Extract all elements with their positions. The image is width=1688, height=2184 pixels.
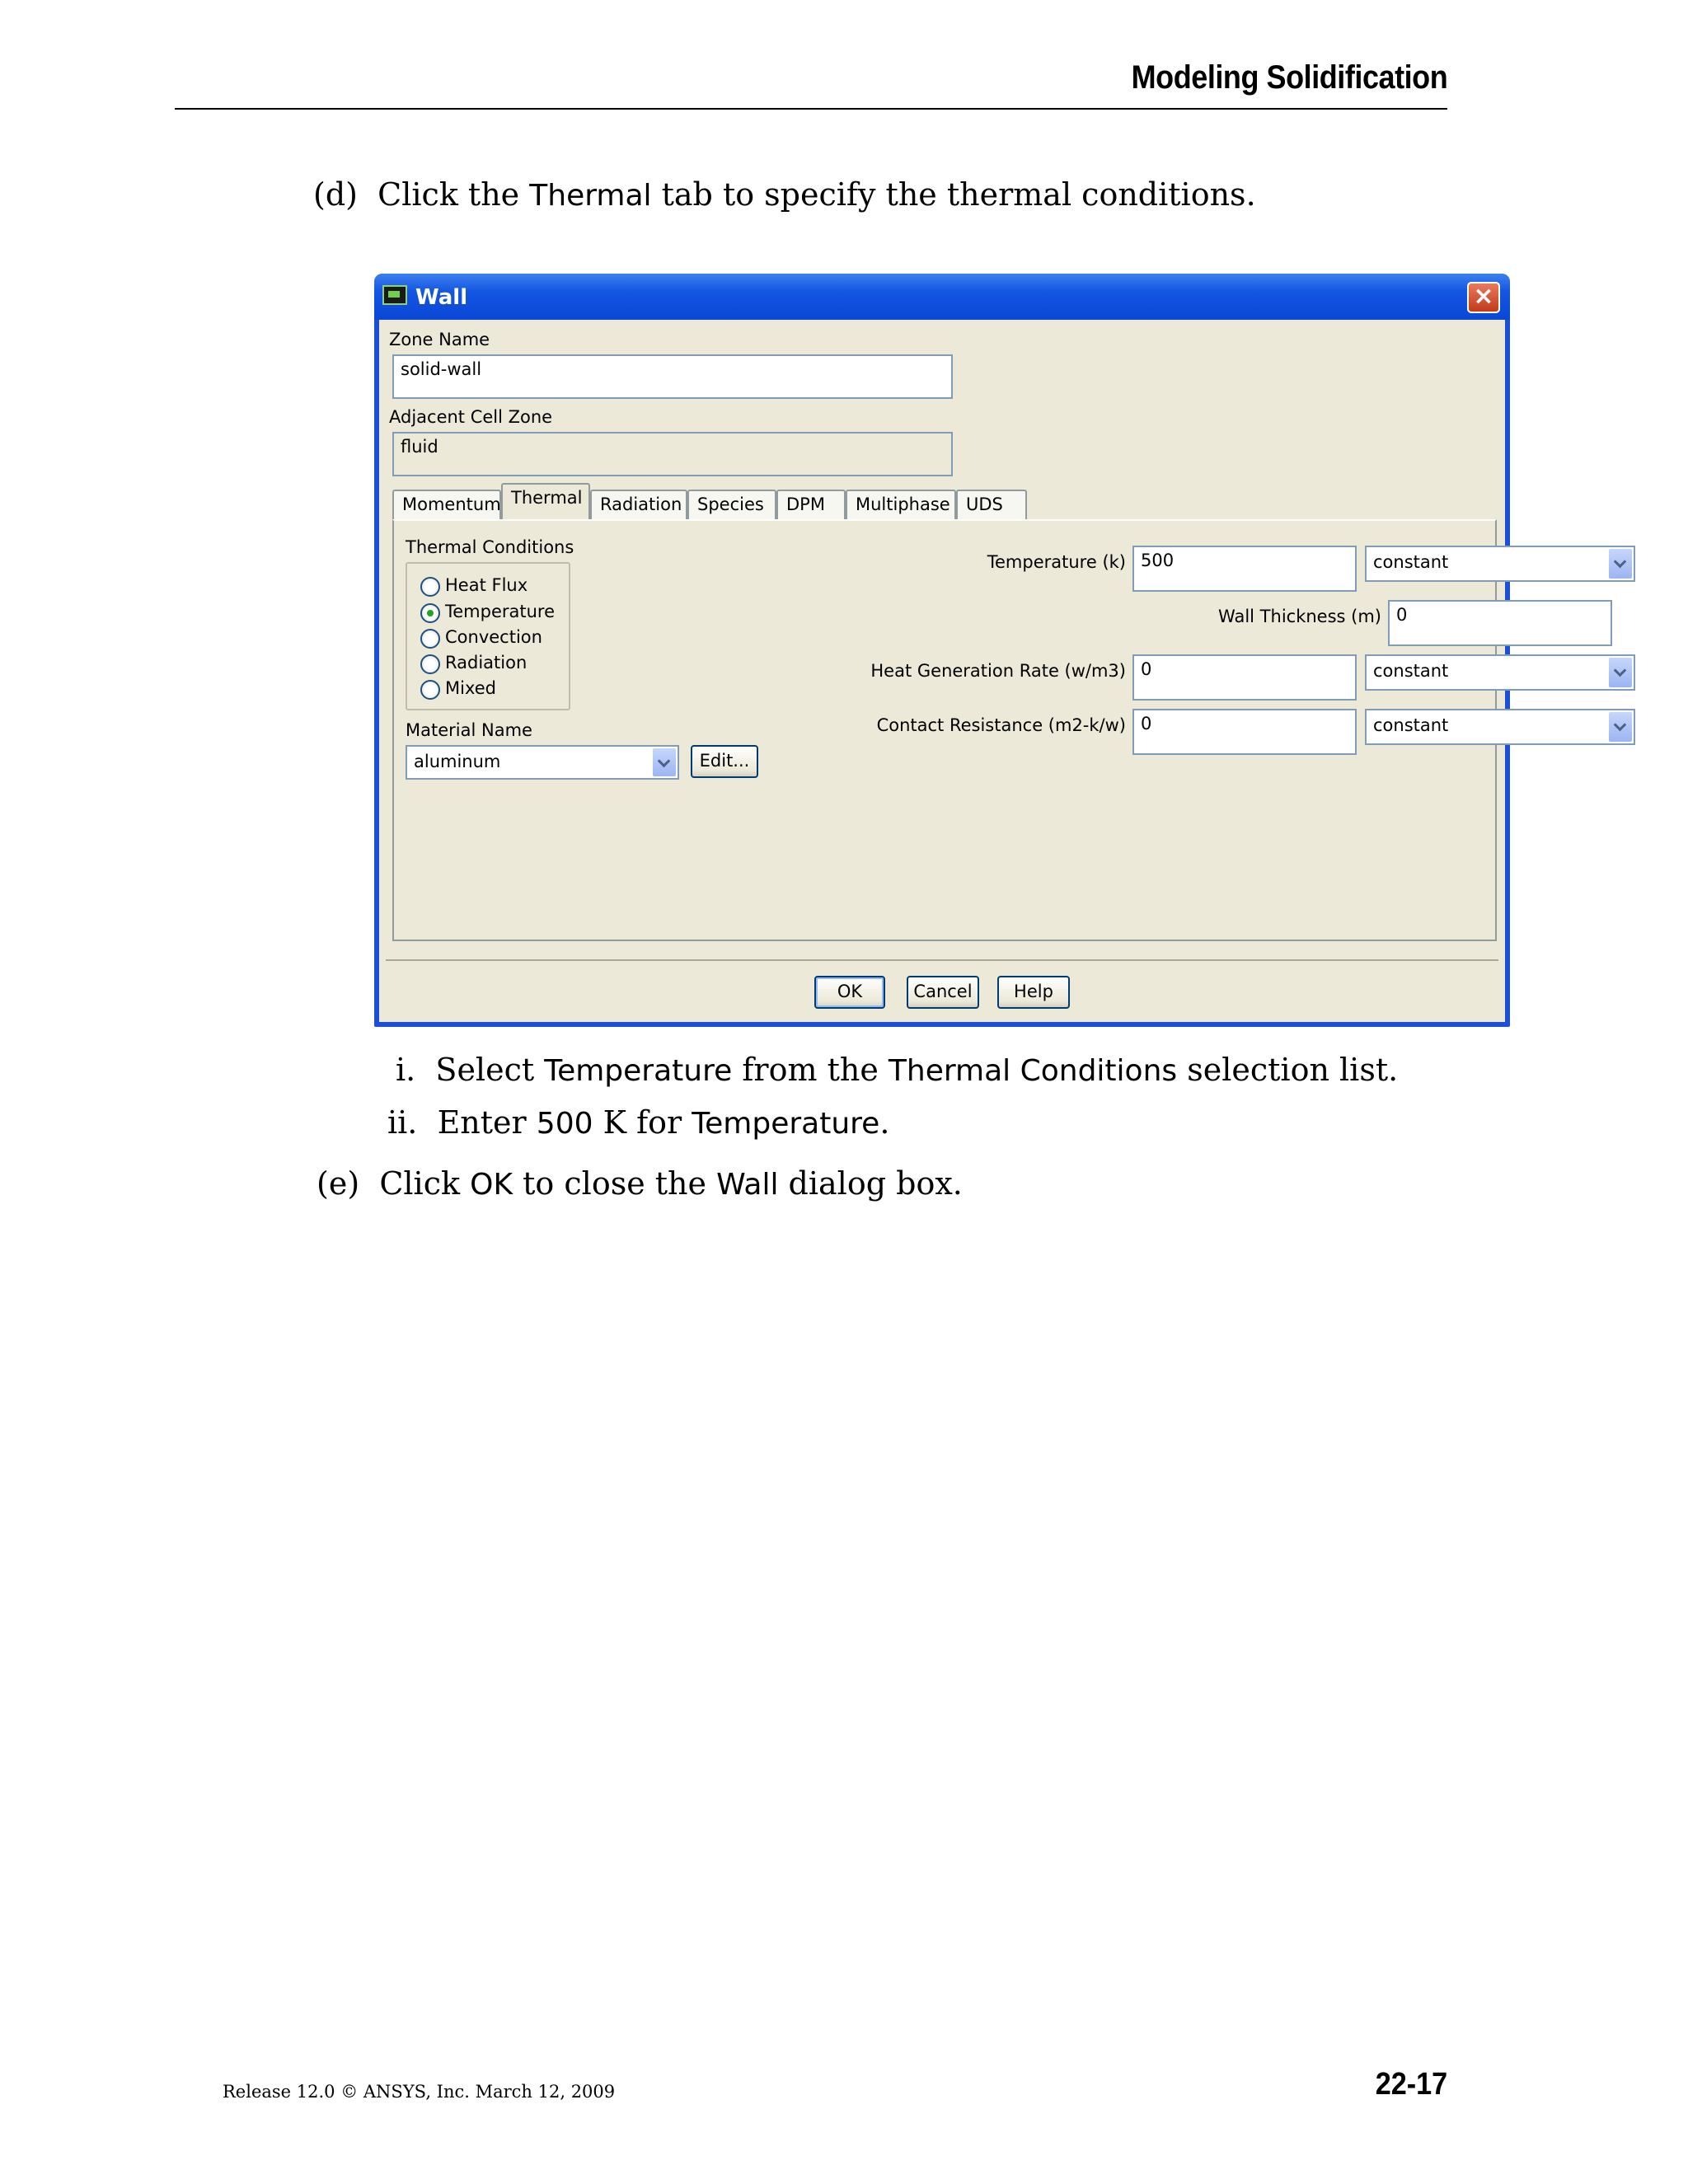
tab-radiation-label: Radiation <box>600 494 682 514</box>
radio-heat-flux[interactable] <box>420 577 440 597</box>
dialog-titlebar[interactable] <box>374 274 1510 320</box>
wall-thickness-value: 0 <box>1396 605 1408 625</box>
zone-name-value: solid-wall <box>401 359 482 379</box>
header-rule <box>175 108 1447 110</box>
zone-name-field[interactable] <box>392 354 953 399</box>
material-name-label: Material Name <box>406 720 532 740</box>
temperature-label: Temperature (k) <box>987 552 1126 572</box>
step-e-post: dialog box. <box>788 1165 963 1202</box>
adjacent-cell-zone-field <box>392 432 953 476</box>
substep-i-pre: Select <box>435 1052 535 1088</box>
substep-ii-term2: Temperature <box>692 1107 880 1141</box>
dialog-client <box>379 320 1505 1022</box>
substep-i-label: i. <box>396 1052 416 1088</box>
contact-resistance-input[interactable] <box>1132 709 1357 755</box>
chevron-down-icon[interactable] <box>1609 712 1632 742</box>
radio-convection[interactable] <box>420 629 440 649</box>
substep-ii-pre: Enter <box>437 1104 527 1141</box>
substep-ii-label: ii. <box>387 1104 418 1141</box>
tab-momentum[interactable] <box>392 490 501 519</box>
fluent-app-icon <box>382 285 407 305</box>
substep-i-term1: Temperature <box>544 1054 733 1088</box>
radio-temperature[interactable] <box>420 603 440 623</box>
button-separator <box>386 959 1498 961</box>
heat-generation-method-select[interactable] <box>1365 654 1635 691</box>
chevron-down-icon[interactable] <box>653 748 676 776</box>
tab-species[interactable] <box>687 490 776 519</box>
step-e-pre: Click <box>379 1165 461 1202</box>
tab-momentum-label: Momentum <box>402 494 501 514</box>
tab-radiation[interactable] <box>590 490 687 519</box>
tab-uds[interactable] <box>956 490 1027 519</box>
tab-dpm-label: DPM <box>786 494 825 514</box>
contact-resistance-value: 0 <box>1141 714 1152 733</box>
substep-ii-term1: 500 <box>536 1107 593 1141</box>
step-d-pre: Click the <box>377 176 520 213</box>
footer-release: Release 12.0 © ANSYS, Inc. March 12, 2009 <box>223 2082 616 2102</box>
wall-dialog <box>374 274 1510 1027</box>
tab-thermal[interactable] <box>501 483 590 521</box>
tab-species-label: Species <box>697 494 764 514</box>
step-d-post: tab to specify the thermal conditions. <box>661 176 1256 213</box>
chevron-down-icon[interactable] <box>1609 658 1632 687</box>
radio-convection-label: Convection <box>445 627 542 647</box>
step-e <box>316 1165 963 1202</box>
substep-i-term2: Thermal Conditions <box>888 1054 1178 1088</box>
substep-ii-post: . <box>879 1104 890 1141</box>
temperature-value: 500 <box>1141 551 1175 570</box>
tab-uds-label: UDS <box>966 494 1003 514</box>
contact-resistance-method-select[interactable] <box>1365 709 1635 745</box>
substep-i-post: selection list. <box>1187 1052 1399 1088</box>
contact-resistance-label: Contact Resistance (m2-k/w) <box>876 715 1126 735</box>
radio-mixed-label: Mixed <box>445 678 496 698</box>
contact-resistance-method-value: constant <box>1373 715 1449 735</box>
substep-i-mid: from the <box>742 1052 879 1088</box>
substep-i <box>396 1052 1398 1088</box>
temperature-method-select[interactable] <box>1365 546 1635 582</box>
step-e-label: (e) <box>316 1165 360 1202</box>
step-e-term2: Wall <box>716 1168 779 1202</box>
material-name-value: aluminum <box>414 752 501 771</box>
tab-thermal-label: Thermal <box>511 488 583 508</box>
radio-mixed[interactable] <box>420 680 440 700</box>
edit-material-button[interactable]: Edit... <box>691 745 758 778</box>
heat-generation-label: Heat Generation Rate (w/m3) <box>870 661 1126 681</box>
wall-thickness-label: Wall Thickness (m) <box>1218 607 1381 626</box>
step-d-ui-term: Thermal <box>529 179 652 213</box>
radio-heat-flux-label: Heat Flux <box>445 575 528 595</box>
dialog-title: Wall <box>415 285 468 310</box>
step-d <box>313 176 1256 213</box>
tab-dpm[interactable] <box>776 490 846 519</box>
adjacent-cell-zone-label: Adjacent Cell Zone <box>389 407 553 427</box>
radio-temperature-label: Temperature <box>445 602 556 621</box>
adjacent-cell-zone-value: fluid <box>401 437 438 457</box>
substep-ii <box>387 1104 889 1141</box>
thermal-conditions-group <box>406 562 570 710</box>
page-number: 22-17 <box>1375 2067 1447 2102</box>
page-header-title: Modeling Solidification <box>1131 59 1447 96</box>
tab-multiphase[interactable] <box>846 490 956 519</box>
close-icon[interactable]: × <box>1467 282 1500 313</box>
step-e-mid: to close the <box>523 1165 706 1202</box>
chevron-down-icon[interactable] <box>1609 549 1632 579</box>
zone-name-label: Zone Name <box>389 330 490 349</box>
temperature-method-value: constant <box>1373 552 1449 572</box>
heat-generation-value: 0 <box>1141 659 1152 679</box>
thermal-conditions-label: Thermal Conditions <box>406 537 574 557</box>
cancel-button[interactable]: Cancel <box>907 976 979 1009</box>
temperature-input[interactable] <box>1132 546 1357 592</box>
material-name-select[interactable] <box>406 745 679 780</box>
step-d-label: (d) <box>313 176 358 213</box>
radio-radiation-label: Radiation <box>445 653 528 673</box>
help-button[interactable]: Help <box>997 976 1070 1009</box>
wall-thickness-input[interactable] <box>1388 600 1612 646</box>
step-e-term1: OK <box>470 1168 513 1202</box>
radio-radiation[interactable] <box>420 654 440 674</box>
heat-generation-method-value: constant <box>1373 661 1449 681</box>
thermal-tab-panel <box>392 519 1497 941</box>
ok-button[interactable]: OK <box>814 976 885 1009</box>
substep-ii-mid: K for <box>603 1104 682 1141</box>
tab-multiphase-label: Multiphase <box>856 494 950 514</box>
heat-generation-input[interactable] <box>1132 654 1357 701</box>
